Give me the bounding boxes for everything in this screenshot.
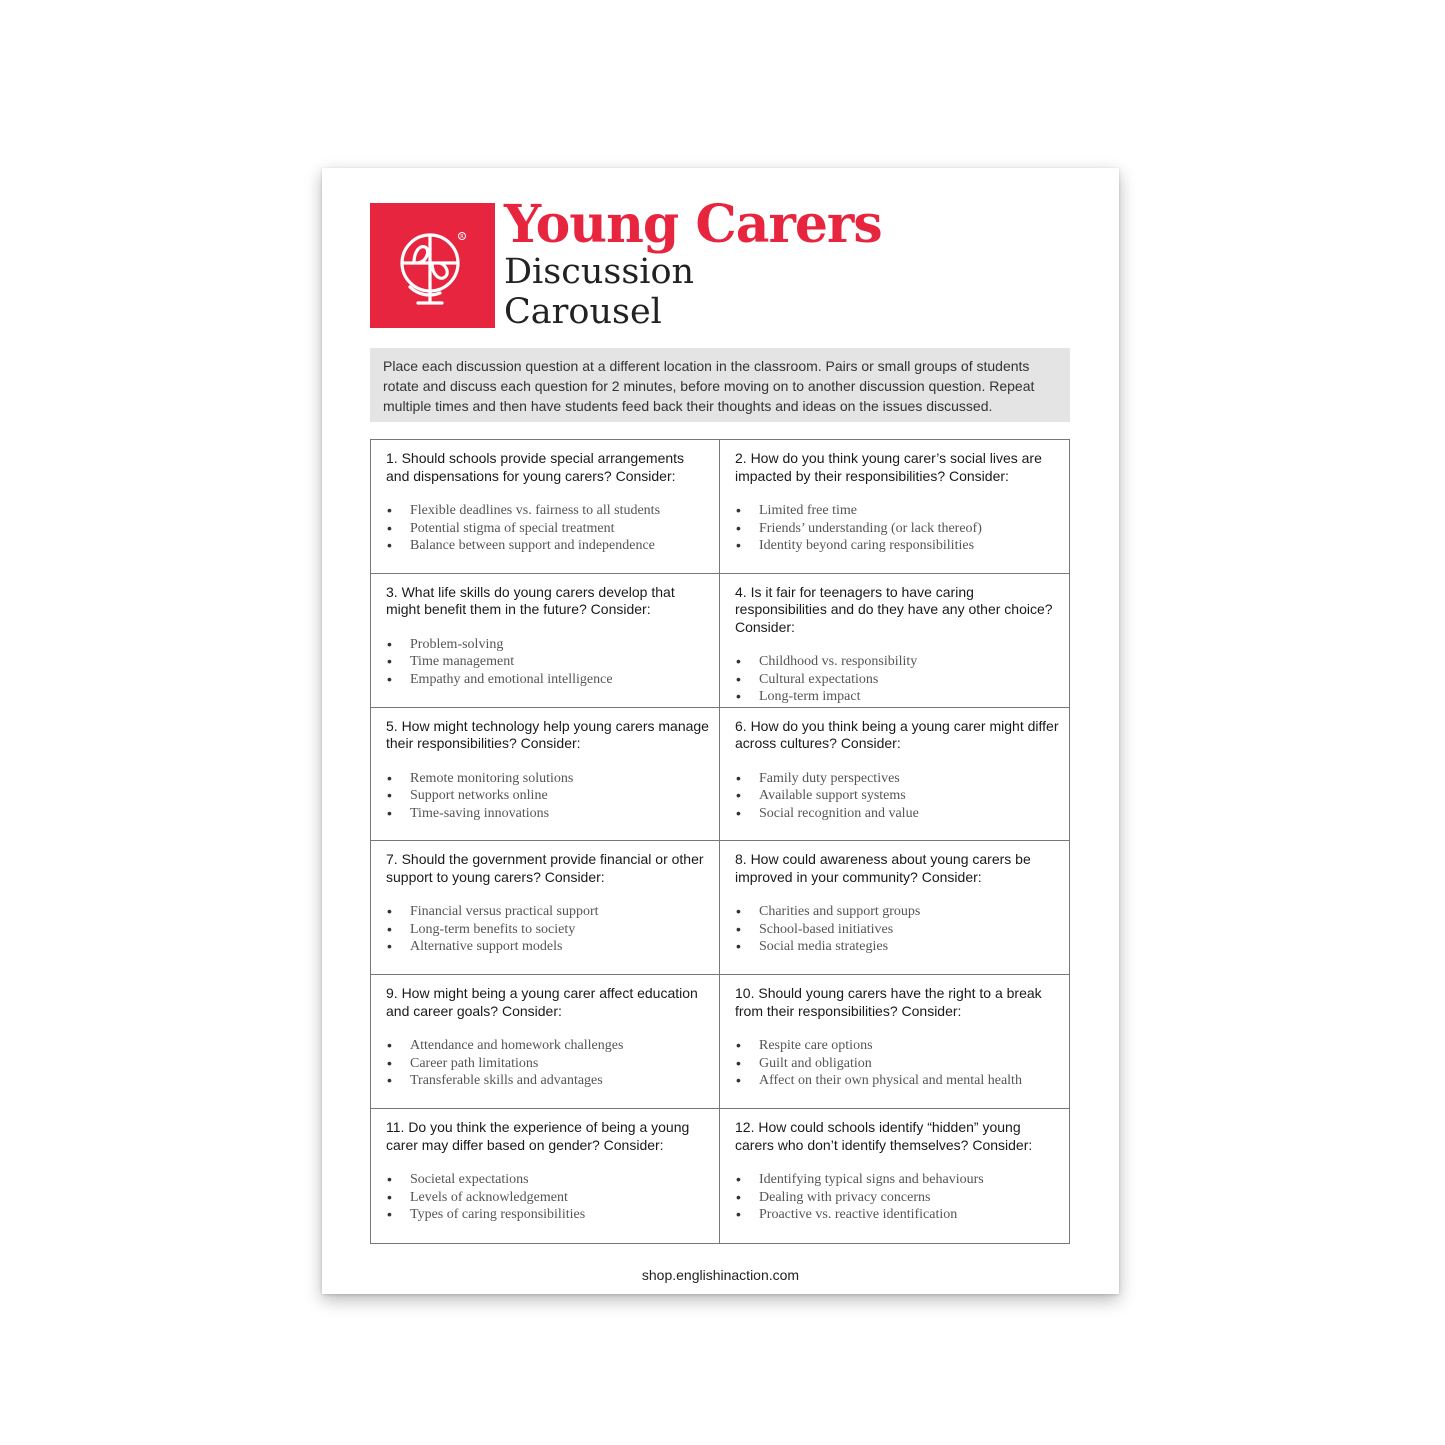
consider-item-text: Long-term benefits to society bbox=[410, 921, 576, 937]
question-card bbox=[371, 841, 720, 975]
consider-item-text: Long-term impact bbox=[759, 689, 861, 705]
consider-item-text: School-based initiatives bbox=[759, 921, 894, 937]
question-text: 4. Is it fair for teenagers to have caring responsibilities and do they have any other choice? Consider: bbox=[735, 583, 1053, 635]
bullet-icon: • bbox=[736, 1054, 741, 1071]
consider-list bbox=[735, 770, 1059, 823]
bullet-icon: • bbox=[387, 903, 392, 920]
consider-item bbox=[735, 688, 1059, 706]
consider-item bbox=[735, 921, 1059, 939]
question-card bbox=[720, 574, 1069, 708]
consider-item bbox=[735, 537, 1059, 555]
bullet-icon: • bbox=[387, 769, 392, 786]
bullet-icon: • bbox=[736, 938, 741, 955]
question-text: 2. How do you think young carer’s social lives are impacted by their responsibilities? Consider: bbox=[735, 450, 1042, 484]
consider-item bbox=[386, 770, 709, 788]
consider-list bbox=[735, 653, 1059, 706]
question-grid bbox=[370, 439, 1070, 1244]
bullet-icon: • bbox=[387, 1054, 392, 1071]
footer-url: shop.englishinaction.com bbox=[641, 1267, 800, 1283]
consider-item bbox=[735, 520, 1059, 538]
question-card bbox=[371, 574, 720, 708]
consider-item-text: Empathy and emotional intelligence bbox=[410, 671, 613, 687]
instructions-box: Place each discussion question at a different location in the classroom. Pairs or small groups of students rotate and discuss each question for 2 minutes, before moving on to another discussion question. Repeat multiple times and then have students feed back their thoughts and ideas on the issues discussed. bbox=[370, 348, 1070, 422]
question-text: 10. Should young carers have the right to a break from their responsibilities? Consider: bbox=[735, 985, 1042, 1019]
consider-item bbox=[386, 1171, 709, 1189]
consider-list bbox=[386, 1037, 709, 1090]
worksheet-subtitle bbox=[504, 252, 694, 332]
consider-item-text: Friends’ understanding (or lack thereof) bbox=[759, 520, 982, 536]
consider-item bbox=[735, 1055, 1059, 1073]
consider-item bbox=[386, 938, 709, 956]
bullet-icon: • bbox=[736, 688, 741, 705]
bullet-icon: • bbox=[736, 1037, 741, 1054]
consider-item-text: Time management bbox=[410, 654, 515, 670]
bullet-icon: • bbox=[736, 1188, 741, 1205]
bullet-icon: • bbox=[736, 769, 741, 786]
consider-item bbox=[735, 805, 1059, 823]
consider-item bbox=[386, 1037, 709, 1055]
bullet-icon: • bbox=[387, 1072, 392, 1089]
consider-item-text: Social media strategies bbox=[759, 939, 889, 955]
bullet-icon: • bbox=[736, 920, 741, 937]
question-card bbox=[720, 440, 1069, 574]
bullet-icon: • bbox=[387, 670, 392, 687]
bullet-icon: • bbox=[736, 653, 741, 670]
consider-item-text: Guilt and obligation bbox=[759, 1055, 872, 1071]
question-text: 8. How could awareness about young carers be improved in your community? Consider: bbox=[735, 851, 1031, 885]
bullet-icon: • bbox=[387, 1171, 392, 1188]
consider-item-text: Cultural expectations bbox=[759, 671, 879, 687]
question-card bbox=[371, 708, 720, 842]
consider-list bbox=[735, 1037, 1059, 1090]
consider-item bbox=[386, 537, 709, 555]
bullet-icon: • bbox=[387, 537, 392, 553]
consider-item-text: Identity beyond caring responsibilities bbox=[759, 538, 975, 553]
svg-text:R: R bbox=[460, 234, 464, 240]
consider-item-text: Balance between support and independence bbox=[410, 538, 655, 553]
consider-item bbox=[735, 938, 1059, 956]
bullet-icon: • bbox=[736, 1072, 741, 1089]
question-card bbox=[720, 708, 1069, 842]
consider-item bbox=[735, 1189, 1059, 1207]
consider-list bbox=[386, 502, 709, 555]
consider-item-text: Career path limitations bbox=[410, 1055, 539, 1071]
consider-item-text: Identifying typical signs and behaviours bbox=[759, 1172, 984, 1188]
consider-item-text: Potential stigma of special treatment bbox=[410, 520, 615, 536]
consider-item bbox=[386, 1055, 709, 1073]
bullet-icon: • bbox=[736, 903, 741, 920]
consider-list bbox=[735, 1171, 1059, 1224]
consider-item bbox=[386, 921, 709, 939]
consider-item-text: Available support systems bbox=[759, 788, 906, 804]
consider-item-text: Types of caring responsibilities bbox=[410, 1207, 586, 1223]
consider-item bbox=[386, 805, 709, 823]
question-text: 9. How might being a young carer affect education and career goals? Consider: bbox=[386, 985, 698, 1019]
bullet-icon: • bbox=[736, 502, 741, 518]
question-text: 12. How could schools identify “hidden” young carers who don’t identify themselves? Consider: bbox=[735, 1119, 1033, 1153]
consider-item-text: Attendance and homework challenges bbox=[410, 1038, 624, 1054]
consider-item-text: Charities and support groups bbox=[759, 904, 921, 920]
consider-item bbox=[386, 520, 709, 538]
consider-item bbox=[735, 787, 1059, 805]
subtitle-line-1: Discussion bbox=[504, 252, 695, 292]
question-text: 11. Do you think the experience of being a young carer may differ based on gender? Consider: bbox=[386, 1119, 690, 1153]
consider-item bbox=[735, 1072, 1059, 1090]
consider-item-text: Time-saving innovations bbox=[410, 805, 550, 821]
consider-item-text: Childhood vs. responsibility bbox=[759, 654, 918, 670]
bullet-icon: • bbox=[387, 1206, 392, 1223]
consider-item bbox=[735, 1206, 1059, 1224]
consider-list bbox=[386, 770, 709, 823]
consider-item-text: Problem-solving bbox=[410, 636, 504, 652]
bullet-icon: • bbox=[387, 635, 392, 652]
question-text: 1. Should schools provide special arrangements and dispensations for young carers? Consider: bbox=[386, 450, 685, 484]
consider-item bbox=[386, 636, 709, 654]
consider-item bbox=[735, 1037, 1059, 1055]
consider-item bbox=[735, 653, 1059, 671]
consider-item-text: Family duty perspectives bbox=[759, 770, 900, 786]
consider-item bbox=[386, 787, 709, 805]
bullet-icon: • bbox=[736, 670, 741, 687]
consider-item-text: Dealing with privacy concerns bbox=[759, 1189, 931, 1205]
consider-item-text: Flexible deadlines vs. fairness to all students bbox=[410, 503, 661, 518]
bullet-icon: • bbox=[736, 519, 741, 536]
consider-item bbox=[386, 1189, 709, 1207]
subtitle-line-2: Carousel bbox=[504, 292, 662, 332]
bullet-icon: • bbox=[387, 920, 392, 937]
globe-logo-icon bbox=[370, 203, 495, 328]
consider-item-text: Affect on their own physical and mental health bbox=[759, 1073, 1022, 1089]
consider-item bbox=[386, 1206, 709, 1224]
consider-item bbox=[386, 1072, 709, 1090]
consider-item-text: Levels of acknowledgement bbox=[410, 1189, 568, 1205]
consider-item-text: Proactive vs. reactive identification bbox=[759, 1207, 958, 1223]
bullet-icon: • bbox=[736, 1206, 741, 1223]
bullet-icon: • bbox=[387, 787, 392, 804]
consider-item bbox=[735, 671, 1059, 689]
consider-item-text: Societal expectations bbox=[410, 1172, 529, 1188]
consider-item bbox=[735, 903, 1059, 921]
consider-item-text: Alternative support models bbox=[410, 939, 563, 955]
bullet-icon: • bbox=[387, 519, 392, 536]
consider-item-text: Support networks online bbox=[410, 788, 548, 804]
consider-item bbox=[386, 671, 709, 689]
question-text: 6. How do you think being a young carer might differ across cultures? Consider: bbox=[735, 717, 1059, 752]
consider-item bbox=[735, 770, 1059, 788]
consider-list bbox=[386, 636, 709, 689]
consider-item-text: Financial versus practical support bbox=[410, 904, 599, 920]
worksheet-page bbox=[322, 168, 1119, 1294]
bullet-icon: • bbox=[387, 938, 392, 955]
bullet-icon: • bbox=[387, 653, 392, 670]
bullet-icon: • bbox=[387, 804, 392, 821]
brand-logo bbox=[370, 203, 495, 328]
bullet-icon: • bbox=[736, 1171, 741, 1188]
question-text: 5. How might technology help young carers manage their responsibilities? Consider: bbox=[386, 717, 709, 752]
bullet-icon: • bbox=[387, 1037, 392, 1054]
question-text: 3. What life skills do young carers develop that might benefit them in the future? Consider: bbox=[386, 583, 675, 618]
bullet-icon: • bbox=[387, 502, 392, 518]
bullet-icon: • bbox=[736, 804, 741, 821]
consider-list bbox=[386, 1171, 709, 1224]
consider-item-text: Respite care options bbox=[759, 1038, 873, 1054]
bullet-icon: • bbox=[387, 1188, 392, 1205]
consider-item bbox=[735, 1171, 1059, 1189]
bullet-icon: • bbox=[736, 787, 741, 804]
consider-item-text: Limited free time bbox=[759, 503, 857, 518]
consider-item-text: Remote monitoring solutions bbox=[410, 770, 574, 786]
question-card bbox=[720, 1109, 1069, 1243]
question-card bbox=[371, 1109, 720, 1243]
bullet-icon: • bbox=[736, 537, 741, 553]
consider-list bbox=[735, 903, 1059, 956]
question-card bbox=[720, 841, 1069, 975]
consider-list bbox=[735, 502, 1059, 555]
consider-list bbox=[386, 903, 709, 956]
question-card bbox=[720, 975, 1069, 1109]
worksheet-title: Young Carers bbox=[504, 194, 882, 255]
consider-item bbox=[735, 502, 1059, 520]
question-card bbox=[371, 975, 720, 1109]
question-text: 7. Should the government provide financial or other support to young carers? Consider: bbox=[386, 851, 704, 885]
consider-item bbox=[386, 502, 709, 520]
question-card bbox=[371, 440, 720, 574]
consider-item-text: Transferable skills and advantages bbox=[410, 1073, 603, 1089]
consider-item-text: Social recognition and value bbox=[759, 805, 919, 821]
consider-item bbox=[386, 903, 709, 921]
consider-item bbox=[386, 653, 709, 671]
